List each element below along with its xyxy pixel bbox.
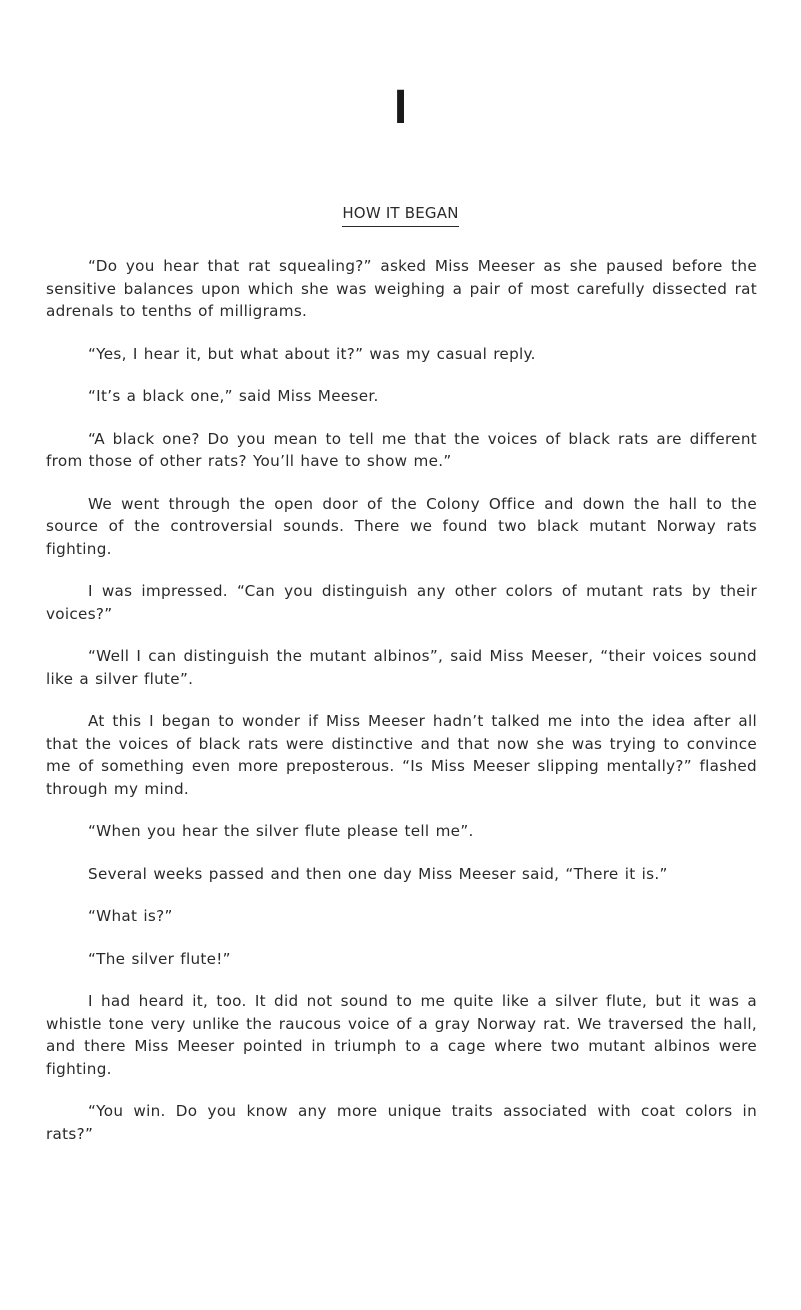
- paragraph: “A black one? Do you mean to tell me that the voices of black rats are different from those of other rats? You’ll have to show me.”: [46, 429, 757, 470]
- paragraph: “Well I can distinguish the mutant albinos”, said Miss Meeser, “their voices sound like a silver flute”.: [46, 647, 757, 688]
- paragraph: “When you hear the silver flute please tell me”.: [88, 822, 474, 840]
- paragraph: “Yes, I hear it, but what about it?” was my casual reply.: [88, 344, 536, 363]
- chapter-title: HOW IT BEGAN: [342, 203, 458, 227]
- paragraph: “It’s a black one,” said Miss Meeser.: [88, 387, 379, 405]
- chapter-title-wrapper: [0, 203, 801, 227]
- paragraph: “What is?”: [88, 907, 173, 925]
- paragraph: I was impressed. “Can you distinguish any other colors of mutant rats by their voices?”: [46, 582, 757, 623]
- chapter-body: [46, 255, 757, 1145]
- paragraph: At this I began to wonder if Miss Meeser hadn’t talked me into the idea after all that the voices of black rats were distinctive and that now she was trying to convince me of something even more preposterous. “Is Miss Meeser slipping mentally?” flashed through my mind.: [46, 712, 757, 798]
- paragraph: “Do you hear that rat squealing?” asked Miss Meeser as she paused before the sensitive balances upon which she was weighing a pair of most carefully dissected rat adrenals to tenths of milligrams.: [46, 257, 757, 320]
- paragraph: We went through the open door of the Colony Office and down the hall to the source of the controversial sounds. There we found two black mutant Norway rats fighting.: [46, 494, 757, 558]
- paragraph: “The silver flute!”: [88, 949, 231, 968]
- paragraph: I had heard it, too. It did not sound to me quite like a silver flute, but it was a whistle tone very unlike the raucous voice of a gray Norway rat. We traversed the hall, and there Miss Meeser pointed in triumph to a cage where two mutant albinos were fighting.: [46, 992, 757, 1078]
- paragraph: “You win. Do you know any more unique traits associated with coat colors in rats?”: [46, 1102, 757, 1143]
- paragraph: Several weeks passed and then one day Miss Meeser said, “There it is.”: [88, 864, 668, 883]
- chapter-number: I: [393, 81, 408, 134]
